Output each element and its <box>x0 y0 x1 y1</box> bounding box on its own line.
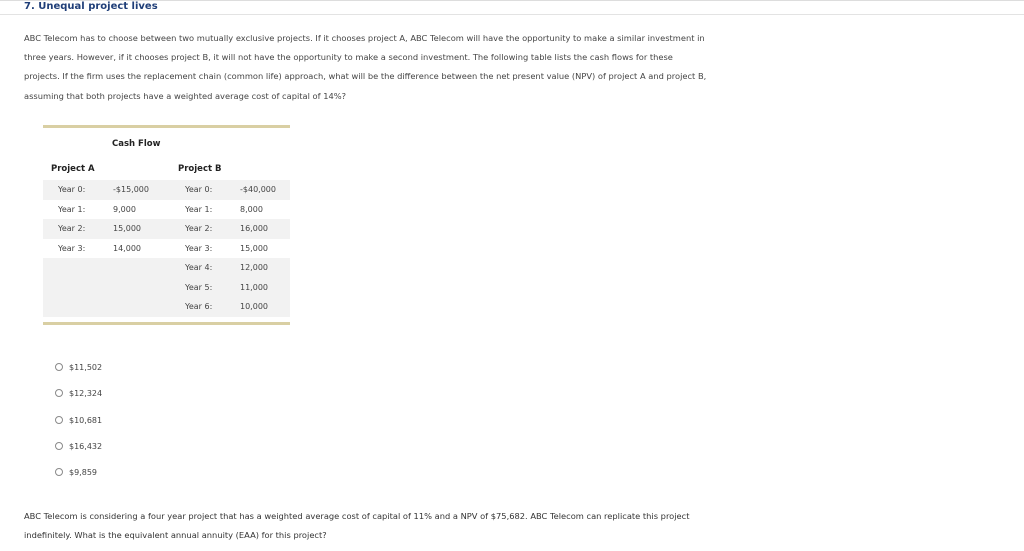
radio-button[interactable] <box>55 389 63 397</box>
table-body <box>43 180 290 317</box>
project-a-header: Project A <box>51 164 95 174</box>
project-a-year: Year 0: <box>58 185 86 194</box>
project-header-row <box>43 161 290 180</box>
project-b-header: Project B <box>178 164 222 174</box>
project-a-year: Year 2: <box>58 224 86 233</box>
title-divider <box>0 14 1024 15</box>
table-row <box>43 239 290 259</box>
option-label: $9,859 <box>69 468 97 478</box>
question-text <box>24 29 710 106</box>
radio-button[interactable] <box>55 468 63 476</box>
table-title: Cash Flow <box>112 139 161 149</box>
question-paragraph: ABC Telecom has to choose between two mutually exclusive projects. If it chooses project A, ABC Telecom will have the opportunity to make a similar investment in three years. However, if it chooses project B, it will not have the opportunity to make a second investment. The following table lists the cash flows for these projects. If the firm uses the replacement chain (common life) approach, what will be the difference between the net present value (NPV) of project A and project B, assuming that both projects have a weighted average cost of capital of 14%? <box>24 33 707 101</box>
row-shade-a-empty <box>43 278 170 298</box>
option-label: $12,324 <box>69 389 103 399</box>
project-b-cash-flow: 11,000 <box>240 282 268 292</box>
table-row <box>43 180 290 200</box>
project-b-cash-flow: 10,000 <box>240 302 268 311</box>
project-b-year: Year 2: <box>185 224 213 233</box>
table-row <box>43 219 290 239</box>
next-question-text <box>24 507 724 544</box>
project-a-cash-flow: 14,000 <box>113 243 141 253</box>
option-label: $10,681 <box>69 415 103 425</box>
row-shade-a-empty <box>43 297 170 317</box>
project-a-year: Year 3: <box>58 243 86 253</box>
project-a-year: Year 1: <box>58 204 86 214</box>
project-b-year: Year 0: <box>185 185 213 194</box>
table-row <box>43 200 290 220</box>
next-question-paragraph: ABC Telecom is considering a four year project that has a weighted average cost of capital of 11% and a NPV of $75,682. ABC Telecom can replicate this project indefinitely. What is the equivalent annual annuity (EAA) for this project? <box>24 511 690 540</box>
table-row <box>43 258 290 278</box>
project-b-cash-flow: 8,000 <box>240 204 263 214</box>
radio-button[interactable] <box>55 442 63 450</box>
table-row <box>43 278 290 298</box>
project-b-year: Year 6: <box>185 302 213 311</box>
table-row <box>43 297 290 317</box>
project-b-year: Year 4: <box>185 263 213 272</box>
table-bottom-rule <box>43 322 290 325</box>
table-header <box>43 128 290 161</box>
row-shade-a-empty <box>43 258 170 278</box>
project-a-cash-flow: -$15,000 <box>113 185 149 194</box>
project-b-year: Year 1: <box>185 204 213 214</box>
question-title: 7. Unequal project lives <box>24 1 158 12</box>
project-b-cash-flow: -$40,000 <box>240 185 276 194</box>
project-a-cash-flow: 9,000 <box>113 204 136 214</box>
project-a-cash-flow: 15,000 <box>113 224 141 233</box>
project-b-year: Year 5: <box>185 282 213 292</box>
project-b-cash-flow: 16,000 <box>240 224 268 233</box>
radio-button[interactable] <box>55 363 63 371</box>
project-b-cash-flow: 12,000 <box>240 263 268 272</box>
option-label: $11,502 <box>69 363 103 372</box>
cash-flow-table <box>43 125 290 325</box>
project-b-cash-flow: 15,000 <box>240 243 268 253</box>
option-label: $16,432 <box>69 441 103 451</box>
radio-button[interactable] <box>55 416 63 424</box>
project-b-year: Year 3: <box>185 243 213 253</box>
